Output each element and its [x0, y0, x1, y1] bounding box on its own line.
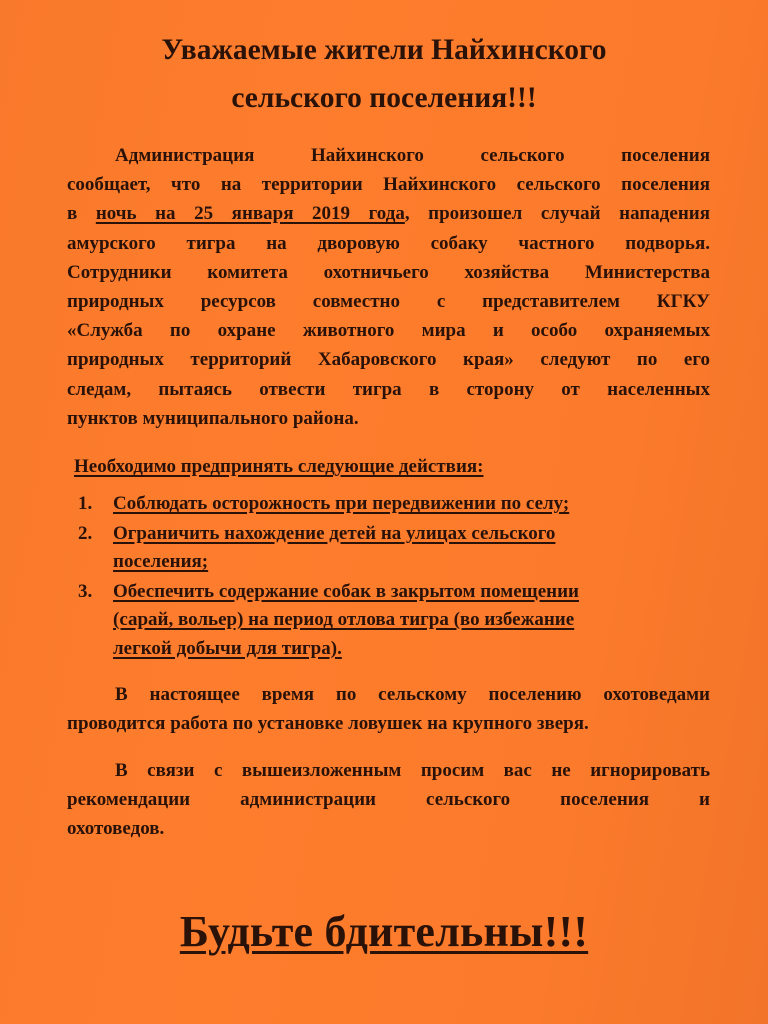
closing-slogan: [0, 902, 768, 962]
intro-line-with-date: [67, 199, 710, 228]
intro-line: пунктов муниципального района.: [67, 407, 359, 429]
paragraph-line: охотоведов.: [67, 818, 165, 840]
list-item-line: поселения;: [113, 551, 209, 572]
title-line-2: сельского поселения!!!: [231, 82, 537, 114]
intro-line: природных ресурсов совместно с представителем КГКУ: [67, 290, 710, 312]
notice-title: [60, 26, 708, 122]
intro-line: Администрация Найхинского сельского поселения: [115, 145, 710, 166]
intro-text: , произошел случай нападения: [404, 203, 711, 225]
list-item-line: Соблюдать осторожность при передвижении по селу;: [113, 493, 570, 514]
paragraph-line: проводится работа по установке ловушек на крупного зверя.: [67, 713, 589, 735]
list-item-text: [113, 490, 712, 519]
list-item-line: Обеспечить содержание собак в закрытом помещении: [113, 580, 579, 602]
intro-paragraph: [67, 141, 710, 433]
list-item-number: 1.: [78, 493, 93, 514]
paragraph-line: В связи с вышеизложенным просим вас не игнорировать: [115, 760, 710, 781]
intro-line: сообщает, что на территории Найхинского сельского поселения: [67, 174, 710, 196]
paragraph-line: В настоящее время по сельскому поселению охотоведами: [115, 684, 710, 705]
actions-list: [72, 490, 712, 664]
title-line-1: Уважаемые жители Найхинского: [161, 34, 607, 66]
closing-text: Будьте бдительны!!!: [179, 907, 589, 956]
paragraph-line: рекомендации администрации сельского поселения и: [67, 789, 710, 811]
list-item-text: [113, 520, 712, 577]
incident-date: ночь на 25 января 2019 года: [95, 203, 405, 225]
traps-paragraph: [67, 680, 710, 738]
list-item-text: [113, 578, 712, 664]
list-item-number: 3.: [78, 580, 93, 602]
list-item-line: (сарай, вольер) на период отлова тигра (во избежание: [113, 609, 575, 630]
list-item-number: 2.: [78, 522, 93, 544]
request-paragraph: [67, 756, 710, 844]
intro-line: «Служба по охране животного мира и особо охраняемых: [67, 320, 710, 342]
intro-line: природных территорий Хабаровского края» следуют по его: [67, 349, 710, 371]
actions-heading: Необходимо предпринять следующие действия:: [74, 456, 484, 477]
list-item: [72, 578, 712, 664]
list-item-line: Ограничить нахождение детей на улицах сельского: [113, 522, 556, 544]
intro-line: амурского тигра на дворовую собаку частного подворья.: [67, 232, 710, 254]
intro-text: в: [67, 203, 96, 225]
list-item: [72, 520, 712, 577]
list-item-line: легкой добычи для тигра).: [113, 637, 342, 659]
intro-line: следам, пытаясь отвести тигра в сторону от населенных: [67, 378, 710, 400]
list-item: [72, 490, 712, 519]
intro-line: Сотрудники комитета охотничьего хозяйства Министерства: [67, 261, 710, 283]
